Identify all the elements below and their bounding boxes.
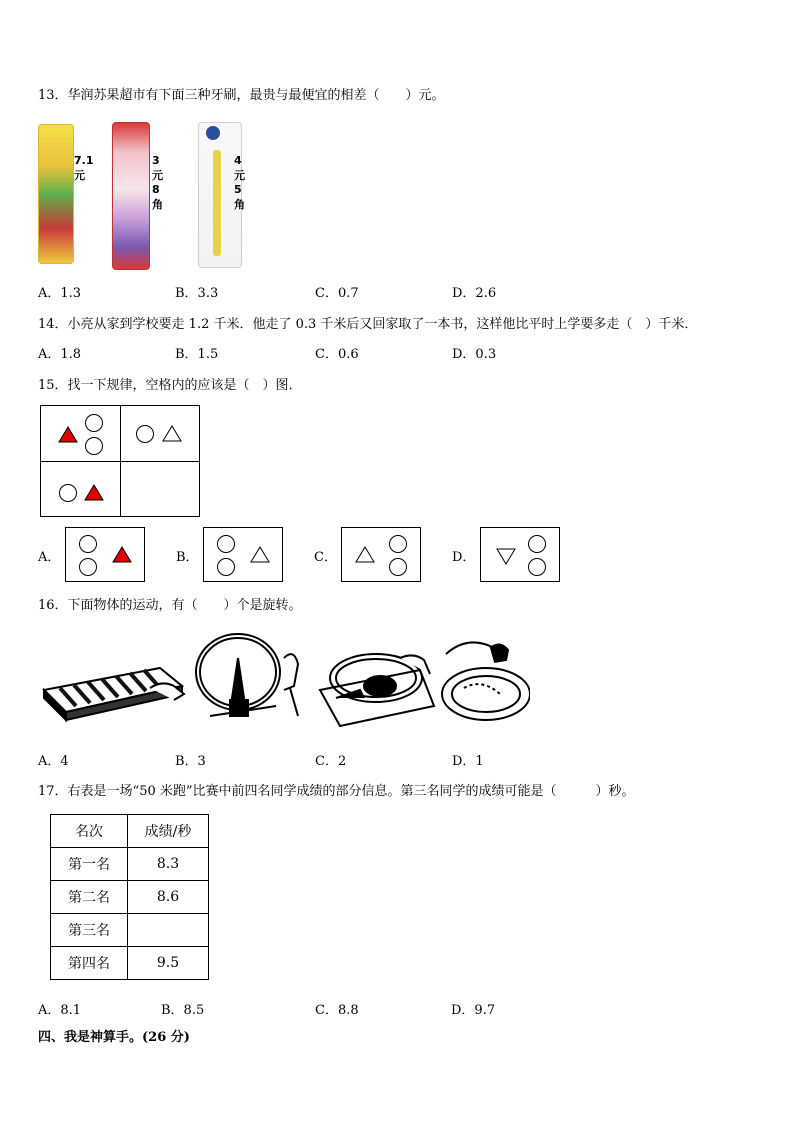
question-15-text: 15．找一下规律，空格内的应该是（ ）图． xyxy=(38,378,302,393)
table-cell: 第一名 xyxy=(51,848,128,881)
price-label-1: 7.1元 xyxy=(74,154,94,182)
red-triangle-icon xyxy=(58,426,78,443)
option-a[interactable]: A．8.1 xyxy=(38,1003,82,1018)
circle-icon xyxy=(136,425,154,443)
triangle-icon xyxy=(355,546,375,563)
option-c[interactable]: C．0.7 xyxy=(315,286,359,301)
table-row xyxy=(51,848,209,881)
inverted-triangle-icon xyxy=(496,548,516,565)
option-d-figure[interactable] xyxy=(480,527,560,582)
table-header-row xyxy=(51,815,209,848)
option-c[interactable]: C．8.8 xyxy=(315,1003,359,1018)
triangle-icon xyxy=(162,425,182,442)
grid-cell-3 xyxy=(40,461,121,517)
pattern-grid xyxy=(40,405,200,517)
question-17-text: 17．右表是一场“50 米跑”比赛中前四名同学成绩的部分信息。第三名同学的成绩可能是（ ）秒。 xyxy=(38,784,635,799)
table-cell: 第二名 xyxy=(51,881,128,914)
table-cell: 9.5 xyxy=(128,947,209,980)
circle-icon xyxy=(85,414,103,432)
circle-icon xyxy=(85,437,103,455)
option-a-figure[interactable] xyxy=(65,527,145,582)
triangle-icon xyxy=(250,546,270,563)
red-triangle-icon xyxy=(112,546,132,563)
table-header: 名次 xyxy=(51,815,128,848)
option-b-figure[interactable] xyxy=(203,527,283,582)
toothbrush-handle-3 xyxy=(213,150,221,256)
grid-cell-blank xyxy=(120,461,200,517)
option-a[interactable]: A． xyxy=(38,550,61,565)
table-row xyxy=(51,881,209,914)
table-cell: 第四名 xyxy=(51,947,128,980)
option-a[interactable]: A．4 xyxy=(38,754,69,769)
table-row xyxy=(51,914,209,947)
option-c[interactable]: C．0.6 xyxy=(315,347,359,362)
option-d[interactable]: D．2.6 xyxy=(452,286,497,301)
option-c[interactable]: C．2 xyxy=(315,754,347,769)
circle-icon xyxy=(79,558,97,576)
table-cell: 8.3 xyxy=(128,848,209,881)
table-header: 成绩/秒 xyxy=(128,815,209,848)
circle-icon xyxy=(389,558,407,576)
table-row xyxy=(51,947,209,980)
circle-icon xyxy=(528,558,546,576)
abacus-icon xyxy=(44,668,184,720)
option-a[interactable]: A．1.3 xyxy=(38,286,82,301)
question-14-text: 14．小亮从家到学校要走 1.2 千米．他走了 0.3 千米后又回家取了一本书，这样他比平时上学要多走（ ）千米． xyxy=(38,317,698,332)
faucet-sink-icon xyxy=(442,642,530,720)
option-d[interactable]: D．0.3 xyxy=(452,347,497,362)
option-c-figure[interactable] xyxy=(341,527,421,582)
circle-icon xyxy=(528,535,546,553)
section-4-title: 四、我是神算手。(26 分) xyxy=(38,1030,190,1045)
table-cell: 8.6 xyxy=(128,881,209,914)
price-label-3: 4元5角 xyxy=(234,154,245,211)
motion-illustrations xyxy=(40,628,530,728)
option-b[interactable]: B．3 xyxy=(175,754,206,769)
option-a[interactable]: A．1.8 xyxy=(38,347,82,362)
circle-icon xyxy=(79,535,97,553)
option-b[interactable]: B． xyxy=(176,550,199,565)
question-13-text: 13．华润苏果超市有下面三种牙刷，最贵与最便宜的相差（ ）元。 xyxy=(38,88,445,103)
circle-icon xyxy=(389,535,407,553)
option-d[interactable]: D．1 xyxy=(452,754,484,769)
steering-wheel-icon xyxy=(320,654,434,726)
option-d[interactable]: D． xyxy=(452,550,476,565)
circle-icon xyxy=(217,535,235,553)
globe-stand-icon xyxy=(196,634,298,716)
question-16-text: 16．下面物体的运动，有（ ）个是旋转。 xyxy=(38,598,302,613)
option-b[interactable]: B．3.3 xyxy=(175,286,219,301)
grid-cell-1 xyxy=(40,405,121,462)
table-cell-blank xyxy=(128,914,209,947)
red-triangle-icon xyxy=(84,484,104,501)
option-b[interactable]: B．1.5 xyxy=(175,347,219,362)
option-d[interactable]: D．9.7 xyxy=(451,1003,496,1018)
table-cell: 第三名 xyxy=(51,914,128,947)
toothbrush-package-2 xyxy=(112,122,150,270)
toothbrush-package-1 xyxy=(38,124,74,264)
price-label-2: 3元8角 xyxy=(152,154,163,211)
option-c[interactable]: C． xyxy=(314,550,337,565)
option-b[interactable]: B．8.5 xyxy=(161,1003,205,1018)
brand-logo-icon xyxy=(206,126,220,140)
grid-cell-2 xyxy=(120,405,200,462)
circle-icon xyxy=(59,484,77,502)
score-table xyxy=(50,814,209,980)
circle-icon xyxy=(217,558,235,576)
